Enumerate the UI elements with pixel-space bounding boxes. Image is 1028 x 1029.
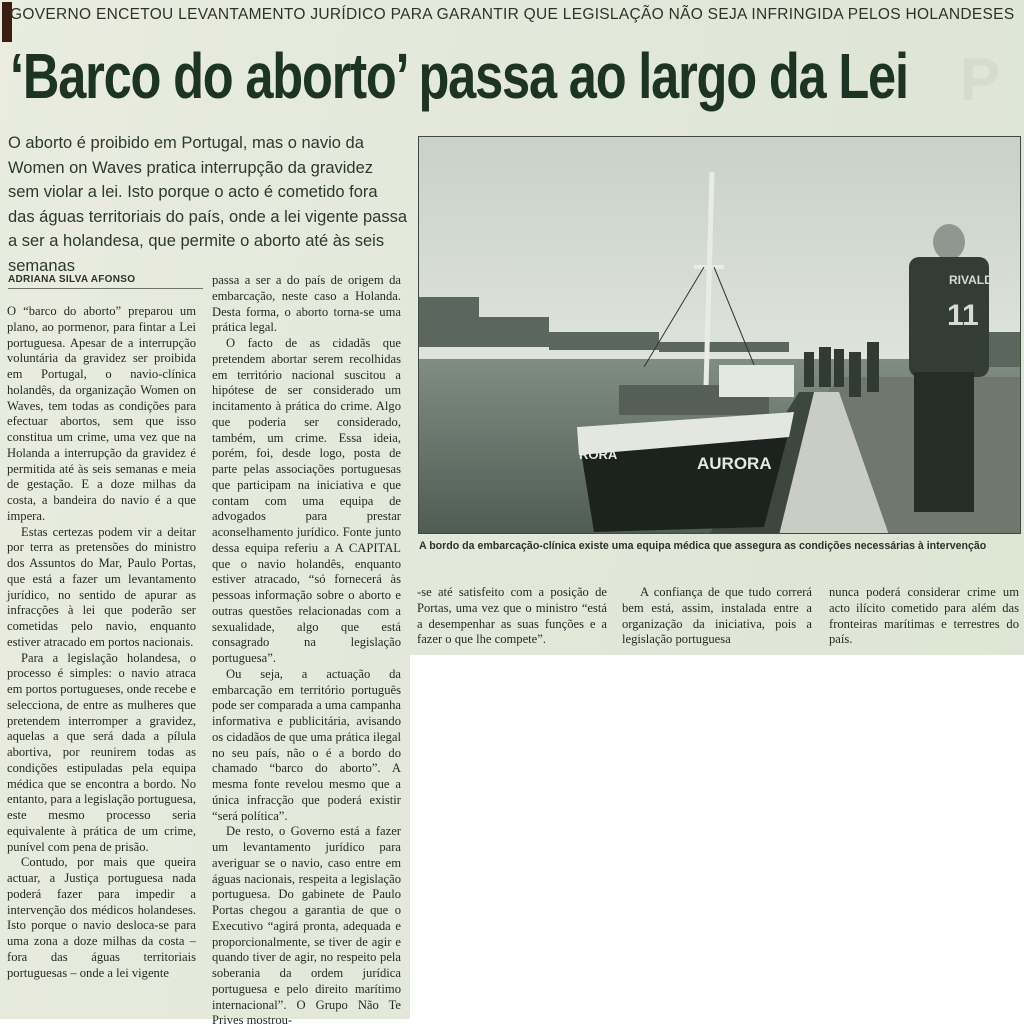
paragraph: De resto, o Governo está a fazer um levantamento jurídico para averiguar se o navio, caso entre em águas nacionais, respeita a legislação portuguesa. Do gabinete de Paulo Portas chegou a garantia de que o Executivo “agirá pronta, adequada e proporcionalmente, se tiver de agir e quando tiver de agir, no respeito pela soberania da ordem jurídica portuguesa e pelo direito marítimo internacional”. O Grupo Não Te Prives mostrou- <box>212 824 401 1028</box>
paragraph: O “barco do aborto” preparou um plano, ao pormenor, para fintar a Lei portuguesa. Apesar de a interrupção voluntária da gravidez ser proibida em Portugal, o navio-clínica holandês, da organização Women on Waves, tem todas as condições para efectuar abortos, sem que isso constitua um crime, uma vez que na Holanda a interrupção da gravidez é permitida até às seis semanas e meia de gestação. E a doze milhas da costa, a bandeira do navio é a que impera. <box>7 304 196 523</box>
paragraph: A confiança de que tudo correrá bem está, assim, instalada entre a organização da iniciativa, pois a legislação portuguesa <box>622 585 812 647</box>
article-byline: ADRIANA SILVA AFONSO <box>8 274 203 289</box>
text-column-1 <box>7 304 196 981</box>
article-kicker: GOVERNO ENCETOU LEVANTAMENTO JURÍDICO PARA GARANTIR QUE LEGISLAÇÃO NÃO SEJA INFRINGIDA PELOS HOLANDESES <box>10 6 1015 23</box>
harbour-photo-illustration <box>419 137 1021 534</box>
ship-name-label: AURORA <box>697 454 772 473</box>
text-column-5 <box>829 585 1019 648</box>
paragraph: Para a legislação holandesa, o processo é simples: o navio atraca em portos portugueses, onde recebe e selecciona, de entre as mulheres que pretendem interromper a gravidez, aquelas a que será dada a pílula abortiva, por reunirem todas as condições estipuladas pela equipa médica que se encontra a bordo. No entanto, para a legislação portuguesa, este mesmo processo seria equivalente à prática de um crime, punível com pena de prisão. <box>7 650 196 854</box>
article-standfirst: O aborto é proibido em Portugal, mas o navio da Women on Waves pratica interrupção da gravidez sem violar a lei. Isto porque o acto é cometido fora das águas territoriais do país, onde a lei vigente passa a ser a holandesa, que permite o aborto até às seis semanas <box>8 134 407 275</box>
text-column-4 <box>622 585 812 648</box>
paragraph: O facto de as cidadãs que pretendem abortar serem recolhidas em território nacional suscitou a hipótese de ser considerado um incitamento à prática do crime. Algo que poderia ser considerado, também, um crime. Essa ideia, porém, foi, desde logo, posta de parte pelas associações portuguesas que participam na iniciativa e que contam com uma equipa de advogados para prestar aconselhamento jurídico. Fonte junto dessa equipa referiu a A CAPITAL que o navio holandês, enquanto estiver atracado, “só fornecerá às pessoas informação sobre o aborto e outras questões relacionadas com a sexualidade, algo que está consagrado na legislação portuguesa”. <box>212 336 401 665</box>
article-headline: ‘Barco do aborto’ passa ao largo da Lei <box>10 40 908 112</box>
paragraph: nunca poderá considerar crime um acto ilícito cometido para além das fronteiras marítimas e terrestres do país. <box>829 585 1019 647</box>
paragraph: Estas certezas podem vir a deitar por terra as pretensões do ministro dos Assuntos do Mar, Paulo Portas, que está a fazer um levantamento jurídico, no sentido de apurar as infracções à lei que poderão ser cometidas pelo navio, enquanto estiver atracado em portos nacionais. <box>7 524 196 649</box>
article-photo <box>418 136 1021 534</box>
shirt-name: RIVALDO <box>949 273 1003 287</box>
paragraph: Contudo, por mais que queira actuar, a Justiça portuguesa nada poderá fazer para impedir a intervenção dos médicos holandeses. Isto porque o navio desloca-se para uma zona a doze milhas da costa – fora das águas territoriais portuguesas – onde a lei vigente <box>7 855 196 980</box>
text-column-2 <box>212 273 401 1029</box>
photo-caption: A bordo da embarcação-clínica existe uma equipa médica que assegura as condições necessárias à intervenção <box>419 540 987 552</box>
text-column-3 <box>417 585 607 648</box>
paragraph: passa a ser a do país de origem da embarcação, neste caso a Holanda. Desta forma, o aborto torna-se uma prática legal. <box>212 273 401 335</box>
ship-name-bow-label: RORA <box>579 447 618 462</box>
paragraph: Ou seja, a actuação da embarcação em território português pode ser comparada a uma campanha informativa e publicitária, avisando os cidadãos de que uma prática ilegal no seu país, não o é a bordo do chamado “barco do aborto”. A mesma fonte revelou mesmo que a única infracção que poderá existir “será política”. <box>212 666 401 823</box>
shirt-number: 11 <box>947 299 979 332</box>
bleed-through-shadow: P <box>960 46 1001 113</box>
blank-area <box>410 655 1028 1019</box>
paragraph: -se até satisfeito com a posição de Portas, uma vez que o ministro “está a desempenhar as suas funções e a fazer o que lhe compete”. <box>417 585 607 647</box>
